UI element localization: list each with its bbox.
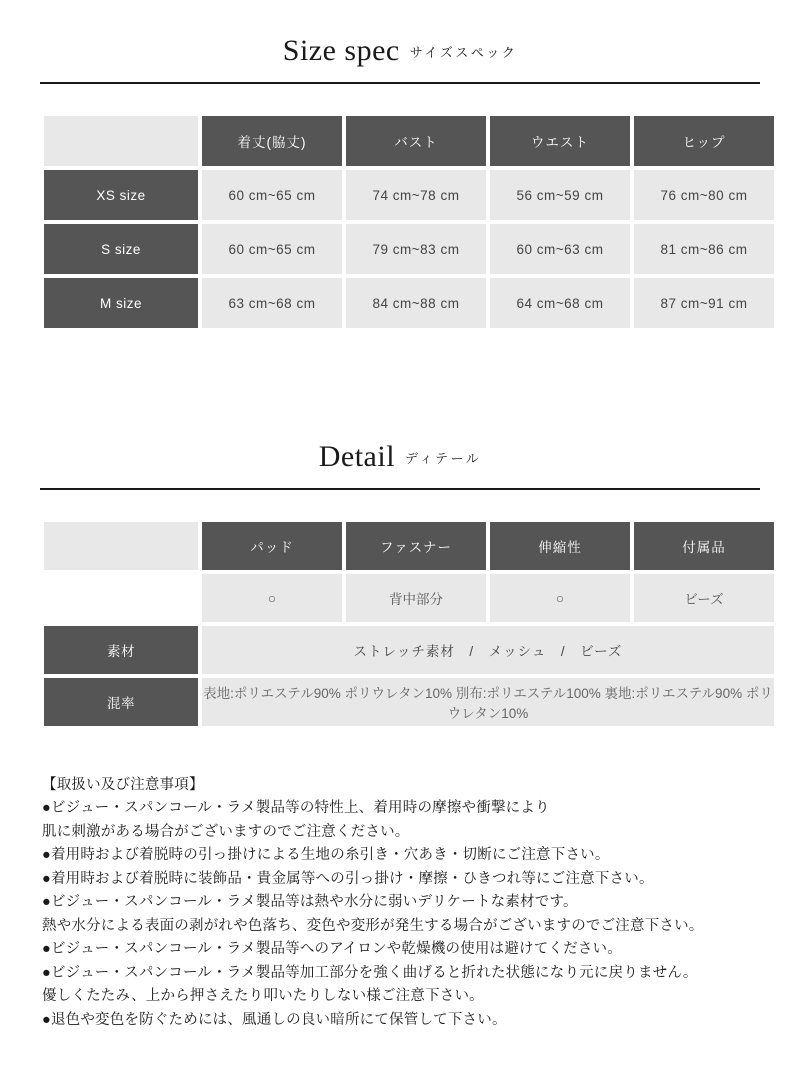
- row-header: M size: [44, 278, 198, 328]
- table-cell: ビーズ: [634, 574, 774, 622]
- column-header: 伸縮性: [490, 522, 630, 570]
- table-cell: 84 cm~88 cm: [346, 278, 486, 328]
- table-cell: 60 cm~65 cm: [202, 170, 342, 220]
- table-cell: 63 cm~68 cm: [202, 278, 342, 328]
- care-note-line: ●ビジュー・スパンコール・ラメ製品等の特性上、着用時の摩擦や衝撃により: [42, 800, 550, 817]
- care-note-line: ●着用時および着脱時の引っ掛けによる生地の糸引き・穴あき・切断にご注意下さい。: [42, 847, 610, 864]
- size-spec-table: [40, 112, 778, 332]
- care-note-line: 優しくたたみ、上から押さえたり叩いたりしない様ご注意下さい。: [42, 988, 484, 1005]
- table-cell: 79 cm~83 cm: [346, 224, 486, 274]
- detail-heading-jp: ディテール: [405, 450, 482, 466]
- material-value: ストレッチ素材 / メッシュ / ビーズ: [202, 626, 774, 674]
- size-spec-heading: [40, 0, 760, 68]
- size-spec-section: [40, 0, 760, 332]
- size-spec-divider: [40, 82, 760, 84]
- detail-section: [40, 406, 773, 730]
- empty-cell: [44, 574, 198, 622]
- care-note-line: 肌に刺激がある場合がございますのでご注意ください。: [42, 823, 410, 840]
- size-spec-heading-en: Size spec: [282, 34, 400, 67]
- table-row: [44, 626, 774, 674]
- care-notes: [40, 774, 760, 1032]
- detail-heading: [40, 406, 760, 474]
- row-header-blend: 混率: [44, 678, 198, 726]
- column-header: パッド: [202, 522, 342, 570]
- table-cell: 74 cm~78 cm: [346, 170, 486, 220]
- table-cell: 60 cm~65 cm: [202, 224, 342, 274]
- table-cell: 56 cm~59 cm: [490, 170, 630, 220]
- care-note-line: ●ビジュー・スパンコール・ラメ製品等加工部分を強く曲げると折れた状態になり元に戻りません。: [42, 964, 698, 981]
- table-cell: 87 cm~91 cm: [634, 278, 774, 328]
- corner-cell: [44, 522, 198, 570]
- column-header: ファスナー: [346, 522, 486, 570]
- detail-heading-en: Detail: [318, 440, 396, 473]
- table-cell: ○: [490, 574, 630, 622]
- table-cell: 64 cm~68 cm: [490, 278, 630, 328]
- column-header: ウエスト: [490, 116, 630, 166]
- table-cell: 81 cm~86 cm: [634, 224, 774, 274]
- table-row: [44, 170, 774, 220]
- column-header: ヒップ: [634, 116, 774, 166]
- detail-table-wrap: [40, 518, 773, 730]
- row-header: XS size: [44, 170, 198, 220]
- table-row: [44, 678, 774, 726]
- table-cell: 76 cm~80 cm: [634, 170, 774, 220]
- table-header-row: [44, 522, 774, 570]
- care-note-line: ●ビジュー・スパンコール・ラメ製品等へのアイロンや乾燥機の使用は避けてください。: [42, 941, 622, 958]
- detail-divider: [40, 488, 760, 490]
- table-row: [44, 278, 774, 328]
- blend-value: 表地:ポリエステル90% ポリウレタン10% 別布:ポリエステル100% 裏地:ポリエステル90% ポリウレタン10%: [202, 678, 774, 726]
- table-cell: 背中部分: [346, 574, 486, 622]
- table-cell: ○: [202, 574, 342, 622]
- size-spec-heading-jp: サイズスペック: [409, 44, 518, 60]
- detail-table: [40, 518, 778, 730]
- care-note-line: ●着用時および着脱時に装飾品・貴金属等への引っ掛け・摩擦・ひきつれ等にご注意下さい。: [42, 870, 654, 887]
- row-header: S size: [44, 224, 198, 274]
- table-row: [44, 224, 774, 274]
- care-notes-title: 【取扱い及び注意事項】: [42, 777, 204, 793]
- corner-cell: [44, 116, 198, 166]
- column-header: 付属品: [634, 522, 774, 570]
- care-note-line: ●ビジュー・スパンコール・ラメ製品等は熱や水分に弱いデリケートな素材です。: [42, 894, 578, 911]
- table-row: [44, 574, 774, 622]
- table-header-row: [44, 116, 774, 166]
- care-note-line: ●退色や変色を防ぐためには、風通しの良い暗所にて保管して下さい。: [42, 1011, 507, 1028]
- table-cell: 60 cm~63 cm: [490, 224, 630, 274]
- size-spec-table-wrap: [40, 112, 760, 332]
- column-header: バスト: [346, 116, 486, 166]
- row-header-material: 素材: [44, 626, 198, 674]
- care-note-line: 熱や水分による表面の剥がれや色落ち、変色や変形が発生する場合がございますのでご注意下さい。: [42, 917, 704, 934]
- column-header: 着丈(脇丈): [202, 116, 342, 166]
